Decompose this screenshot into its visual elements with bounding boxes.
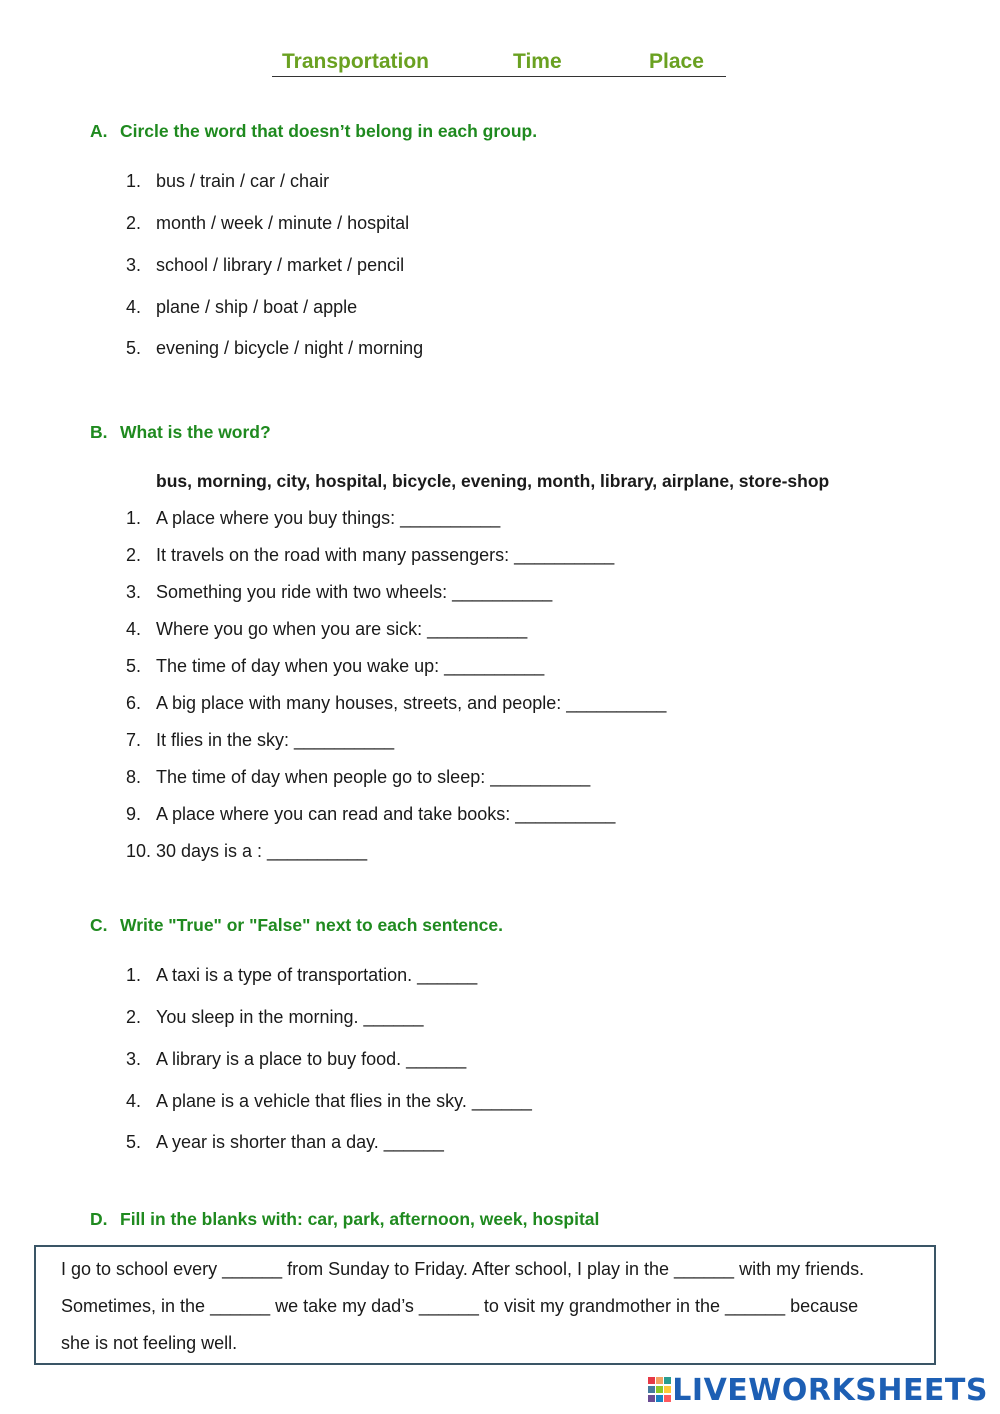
- section-a-item: [126, 171, 329, 192]
- item-text: Something you ride with two wheels: __________: [156, 582, 553, 602]
- item-number: 2.: [126, 1007, 142, 1027]
- section-b-item: [126, 619, 527, 640]
- liveworksheets-logo-icon: [648, 1377, 672, 1403]
- item-number: 3.: [126, 582, 142, 602]
- item-number: 5.: [126, 656, 142, 676]
- section-c-heading: [90, 915, 503, 936]
- item-text: evening / bicycle / night / morning: [156, 338, 424, 358]
- liveworksheets-logo-text: LIVEWORKSHEETS: [672, 1372, 988, 1408]
- section-a-title: Circle the word that doesn’t belong in each group.: [120, 121, 538, 141]
- header-transportation: Transportation: [282, 50, 430, 73]
- item-number: 5.: [126, 1132, 142, 1152]
- item-text: A big place with many houses, streets, and people: __________: [156, 693, 667, 713]
- item-number: 3.: [126, 1049, 142, 1069]
- item-number: 1.: [126, 508, 142, 528]
- liveworksheets-logo: [648, 1373, 988, 1407]
- section-b-item: [126, 767, 590, 788]
- section-b-item: [126, 656, 544, 677]
- item-text: A place where you can read and take books: __________: [156, 804, 616, 824]
- item-number: 1.: [126, 171, 142, 191]
- title-header: [272, 46, 726, 77]
- paragraph-line-3: she is not feeling well.: [61, 1333, 238, 1353]
- item-text: 30 days is a : __________: [156, 841, 368, 861]
- item-text: It flies in the sky: __________: [156, 730, 395, 750]
- item-text: bus / train / car / chair: [156, 171, 330, 191]
- section-d-heading: [90, 1209, 599, 1230]
- item-text: Where you go when you are sick: __________: [156, 619, 528, 639]
- section-b-title: What is the word?: [120, 422, 271, 442]
- section-b-heading: [90, 422, 271, 443]
- item-number: 4.: [126, 1091, 142, 1111]
- item-text: school / library / market / pencil: [156, 255, 405, 275]
- item-text: The time of day when people go to sleep: __________: [156, 767, 591, 787]
- item-text: plane / ship / boat / apple: [156, 297, 358, 317]
- item-text: A plane is a vehicle that flies in the sky. ______: [156, 1091, 532, 1111]
- section-c-title: Write "True" or "False" next to each sentence.: [120, 915, 503, 935]
- item-number: 6.: [126, 693, 142, 713]
- item-number: 2.: [126, 213, 142, 233]
- section-a-item: [126, 297, 357, 318]
- item-text: A taxi is a type of transportation. ______: [156, 965, 478, 985]
- section-c-item: [126, 1091, 532, 1112]
- section-d-title: Fill in the blanks with: car, park, afternoon, week, hospital: [120, 1209, 600, 1229]
- section-a-letter: A.: [90, 121, 108, 141]
- section-b-item: [126, 545, 614, 566]
- section-a-item: [126, 213, 409, 234]
- section-a-heading: [90, 121, 537, 142]
- section-b-item: [126, 841, 367, 862]
- paragraph-line-1: I go to school every ______ from Sunday to Friday. After school, I play in the ______ with my friends.: [61, 1259, 865, 1279]
- section-c-item: [126, 1049, 466, 1070]
- item-number: 5.: [126, 338, 142, 358]
- item-number: 1.: [126, 965, 142, 985]
- section-c-letter: C.: [90, 915, 108, 935]
- item-text: A year is shorter than a day. ______: [156, 1132, 444, 1152]
- section-a-item: [126, 338, 423, 359]
- item-number: 9.: [126, 804, 142, 824]
- section-a-item: [126, 255, 404, 276]
- header-time: Time: [513, 50, 562, 73]
- section-b-item: [126, 508, 500, 529]
- word-bank: bus, morning, city, hospital, bicycle, evening, month, library, airplane, store-shop: [156, 471, 830, 491]
- item-text: A place where you buy things: __________: [156, 508, 501, 528]
- section-c-item: [126, 965, 477, 986]
- section-b-item: [126, 582, 552, 603]
- section-b-letter: B.: [90, 422, 108, 442]
- item-number: 2.: [126, 545, 142, 565]
- section-b-item: [126, 730, 394, 751]
- item-text: You sleep in the morning. ______: [156, 1007, 424, 1027]
- item-number: 7.: [126, 730, 142, 750]
- item-number: 4.: [126, 619, 142, 639]
- item-text: It travels on the road with many passengers: __________: [156, 545, 615, 565]
- item-number: 10.: [126, 841, 152, 861]
- section-c-item: [126, 1007, 424, 1028]
- item-number: 8.: [126, 767, 142, 787]
- item-text: month / week / minute / hospital: [156, 213, 410, 233]
- fill-in-paragraph-box: [34, 1245, 936, 1365]
- paragraph-line-2: Sometimes, in the ______ we take my dad’s ______ to visit my grandmother in the ______ because: [61, 1296, 859, 1316]
- header-place: Place: [649, 50, 704, 73]
- section-d-letter: D.: [90, 1209, 108, 1229]
- section-b-item: [126, 804, 615, 825]
- section-c-item: [126, 1132, 444, 1153]
- section-b-item: [126, 693, 666, 714]
- item-text: The time of day when you wake up: __________: [156, 656, 545, 676]
- item-number: 3.: [126, 255, 142, 275]
- item-number: 4.: [126, 297, 142, 317]
- item-text: A library is a place to buy food. ______: [156, 1049, 467, 1069]
